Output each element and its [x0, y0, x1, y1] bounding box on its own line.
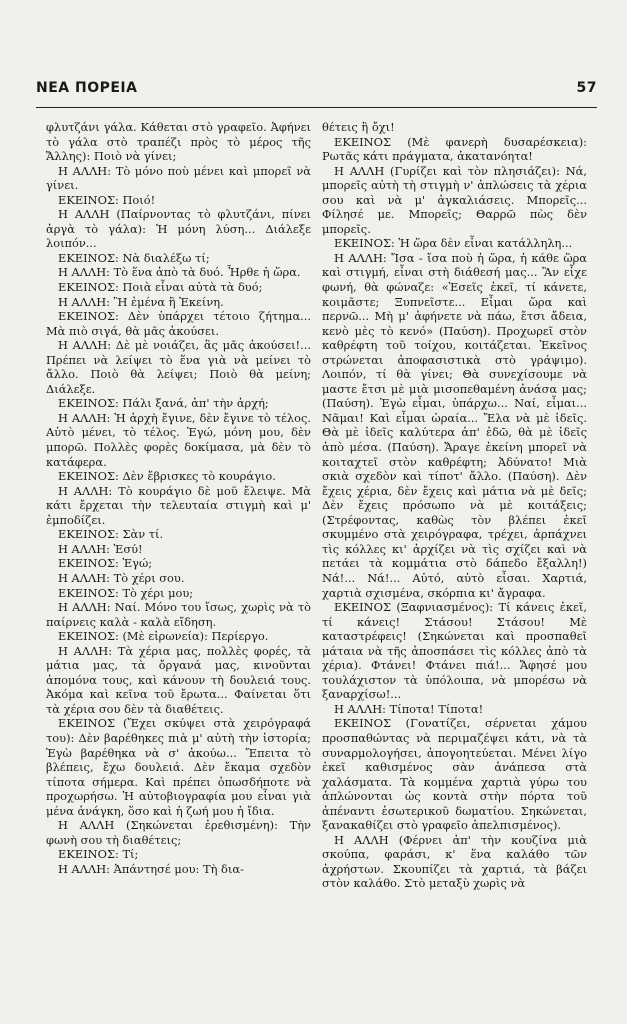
paragraph: Η ΑΛΛΗ (Σηκώνεται ἐρεθισμένη): Τὴν φωνὴ σου τὴ διαθέτεις;	[46, 818, 311, 847]
paragraph: ΕΚΕΙΝΟΣ: Σὰν τί.	[58, 527, 164, 542]
paragraph: ΕΚΕΙΝΟΣ: Δὲν ἔβρισκες τὸ κουράγιο.	[58, 469, 276, 484]
paragraph: ΕΚΕΙΝΟΣ (Ἔχει σκύψει στὰ χειρόγραφά του): Δὲν βαρέθηκες πιὰ μ' αὐτὴ τὴν ἱστορία; Ἐγὼ βαρέθηκα νὰ σ' ἀκούω... Ἔπειτα τὸ βλέπεις, ἔχω δουλειά. Δὲν ἔκαμα σχεδὸν τίποτα σήμερα. Καὶ πρέπει ὁπωσδήποτε νὰ προχωρήσω. Ἡ αὐτοβιογραφία μου εἶναι γιὰ μένα ἀνάγκη, ὅσο καὶ ἡ ζωή μου ἡ ἴδια.	[46, 716, 311, 818]
paragraph: ΕΚΕΙΝΟΣ (Γονατίζει, σέρνεται χάμου προσπαθώντας νὰ περιμαζέψει κάτι, νὰ τὰ συναρμολογήσει, ἀπογοητεύεται. Μένει λίγο ἐκεῖ καθισμένος σὰν ἀνάπεσα στὰ χαλάσματα. Τὰ κομμένα χαρτιὰ γύρω του ἁπλώνονται ὡς κοντὰ στὴν πόρτα τοῦ ἀπέναντι ἐσωτερικοῦ δωματίου. Σηκώνεται, ξανακαθίζει στὸ γραφεῖο ἀπελπισμένος).	[322, 716, 587, 833]
paragraph: Η ΑΛΛΗ: Ἡ ἀρχὴ ἔγινε, δὲν ἔγινε τὸ τέλος. Αὐτὸ μένει, τὸ τέλος. Ἐγώ, μόνη μου, δὲν μπορῶ. Πολλὲς φορὲς δοκίμασα, μὰ δὲν τὸ κατάφερα.	[46, 410, 311, 469]
paragraph: ΕΚΕΙΝΟΣ (Μὲ φανερὴ δυσαρέσκεια): Ρωτᾶς κάτι πράγματα, ἀκατανόητα!	[322, 134, 587, 164]
paragraph: Η ΑΛΛΗ: Ἢ ἐμένα ἢ Ἐκείνη.	[58, 294, 224, 309]
paragraph: Η ΑΛΛΗ: Ναί. Μόνο του ἴσως, χωρὶς νὰ τὸ παίρνεις καλὰ - καλὰ εἴδηση.	[46, 600, 311, 629]
paragraph: θέτεις ἢ ὄχι!	[322, 120, 395, 134]
paragraph: Η ΑΛΛΗ: Τὸ μόνο ποὺ μένει καὶ μπορεῖ νὰ γίνει.	[46, 163, 311, 193]
paragraph: ΕΚΕΙΝΟΣ: Ποιό!	[58, 192, 156, 207]
paragraph: Η ΑΛΛΗ: Τὰ χέρια μας, πολλὲς φορές, τὰ μάτια μας, τὰ ὄργανά μας, κινοῦνται ἀπομόνα τους, καὶ κάνουν τὴ δουλειά τους. Ἀκόμα καὶ κεῖνα τοῦ ἔρωτα... Φαίνεται ὅτι τὰ χέρια σου δὲν τὰ διαθέτεις.	[46, 643, 311, 716]
paragraph: Η ΑΛΛΗ: Τὸ χέρι σου.	[58, 570, 185, 585]
right-column	[322, 120, 587, 1015]
paragraph: ΕΚΕΙΝΟΣ: Τὸ χέρι μου;	[58, 585, 194, 600]
header-rule	[36, 107, 597, 108]
paragraph: Η ΑΛΛΗ (Παίρνοντας τὸ φλυτζάνι, πίνει ἀργὰ τὸ γάλα): Ἡ μόνη λύση... Διάλεξε λοιπόν...	[46, 207, 311, 251]
paragraph: Η ΑΛΛΗ: Τὸ ἕνα ἀπὸ τὰ δυό. Ἦρθε ἡ ὥρα.	[58, 265, 301, 280]
paragraph: Η ΑΛΛΗ (Γυρίζει καὶ τὸν πλησιάζει): Νά, μπορεῖς αὐτὴ τὴ στιγμὴ ν' ἁπλώσεις τὰ χέρια σου καὶ νὰ μ' ἀγκαλιάσεις. Μπορεῖς... Φίλησέ με. Μπορεῖς; Θαρρῶ πὼς δὲν μπορεῖς.	[322, 163, 587, 236]
paragraph: Η ΑΛΛΗ: Ἐσύ!	[58, 541, 143, 556]
paragraph: Η ΑΛΛΗ (Φέρνει ἀπ' τὴν κουζίνα μιὰ σκούπα, φαράσι, κ' ἕνα καλάθο τῶν ἀχρήστων. Σκουπίζει τὰ χαρτιά, τὰ βάζει στὸν καλάθο. Στὸ μεταξὺ χωρὶς νὰ	[322, 832, 587, 891]
paragraph: Η ΑΛΛΗ: Τὸ κουράγιο δὲ μοῦ ἔλειψε. Μὰ κάτι ἔρχεται τὴν τελευταία στιγμὴ καὶ μ' ἐμποδίζει.	[46, 483, 311, 527]
paragraph: Η ΑΛΛΗ: Ἀπάντησέ μου: Τὴ δια-	[58, 861, 244, 876]
journal-title: ΝΕΑ ΠΟΡΕΙΑ	[36, 80, 138, 96]
paragraph: Η ΑΛΛΗ: Τίποτα! Τίποτα!	[334, 701, 484, 716]
paragraph: Η ΑΛΛΗ: Δὲ μὲ νοιάζει, ἂς μᾶς ἀκούσει!... Πρέπει νὰ λείψει τὸ ἕνα γιὰ νὰ μείνει τὸ ἄλλο. Ποιὸ θὰ λείψει; Ποιὸ θὰ μείνη; Διάλεξε.	[46, 338, 311, 396]
paragraph: ΕΚΕΙΝΟΣ: Τί;	[58, 847, 139, 862]
paragraph: ΕΚΕΙΝΟΣ (Ξαφνιασμένος): Τί κάνεις ἐκεῖ, τί κάνεις! Στάσου! Στάσου! Μὲ καταστρέφεις! (Σηκώνεται καὶ προσπαθεῖ μάταια νὰ τῆς ἀποσπάσει τὶς κόλλες ἀπὸ τὰ χέρια). Φτάνει! Φτάνει πιά!... Ἄφησέ μου τουλάχιστον τὰ ὑπόλοιπα, νὰ μπορέσω νὰ ξαναρχίσω!...	[322, 600, 587, 702]
paragraph: ΕΚΕΙΝΟΣ: Δὲν ὑπάρχει τέτοιο ζήτημα... Μὰ πιὸ σιγά, θὰ μᾶς ἀκούσει.	[46, 309, 311, 338]
paragraph: ΕΚΕΙΝΟΣ: Ποιὰ εἶναι αὐτὰ τὰ δυό;	[58, 280, 263, 295]
page-number: 57	[576, 80, 597, 96]
paragraph: ΕΚΕΙΝΟΣ: Νὰ διαλέξω τί;	[58, 250, 210, 265]
running-header	[36, 80, 597, 102]
left-column	[46, 120, 311, 1015]
paragraph: ΕΚΕΙΝΟΣ: (Μὲ εἰρωνεία): Περίεργο.	[58, 629, 269, 644]
paragraph: ΕΚΕΙΝΟΣ: Ἐγώ;	[58, 556, 153, 571]
paragraph: ΕΚΕΙΝΟΣ: Ἡ ὥρα δὲν εἶναι κατάλληλη...	[334, 236, 573, 251]
paragraph: ΕΚΕΙΝΟΣ: Πάλι ξανά, ἀπ' τὴν ἀρχή;	[58, 396, 269, 411]
paragraph: Η ΑΛΛΗ: Ἴσα - ἴσα ποὺ ἡ ὥρα, ἡ κάθε ὥρα καὶ στιγμή, εἶναι στὴ διάθεσή μας... Ἂν εἶχε φωνή, θὰ φώναζε: «Ἐσεῖς ἐκεῖ, τί κάνετε, κοιμᾶστε; Ξυπνεῖστε... Εἶμαι ὥρα καὶ περνῶ... Μὴ μ' ἀφήνετε νὰ πάω, ἔτσι ἄδεια, κενὸ μὲς τὸ κενό» (Παύση). Προχωρεῖ στὸν καθρέφτη τοῦ τοίχου, κοιτάζεται. Ἐκεῖνος στρώνεται ἀποφασιστικὰ στὸ γράψιμο). Λοιπόν, τί θὰ γίνει; Θὰ συνεχίσουμε νὰ μαστε ἔτσι μὲ μιὰ μισοπεθαμένη ἀνάσα μας; (Παύση). Ἐγὼ εἶμαι, ὑπάρχω... Ναί, εἶμαι... Νᾶμαι! Καὶ εἶμαι ὡραία... Ἔλα νὰ μὲ ἰδεῖς. Θὰ μὲ ἰδεῖς καλύτερα ἀπ' ἐδῶ, θὰ μὲ ἰδεῖς ἀπὸ μέσα. (Παύση). Ἄραγε ἐκείνη μπορεῖ νὰ κοιταχτεῖ στὸν καθρέφτη; Ἀδύνατο! Μιὰ σκιὰ σχεδὸν καὶ τίποτ' ἄλλο. (Παύση). Δὲν ἔχεις χέρια, δὲν ἔχεις καὶ μάτια νὰ μὲ δεῖς; Δὲν ἔχεις πρόσωπο νὰ μὲ κοιτάξεις; (Στρέφοντας, καθὼς τὸν βλέπει ἐκεῖ σκυμμένο στὰ χειρόγραφα, τρέχει, ἁρπάχνει τὶς κόλλες κι' ἀρχίζει νὰ τὶς σχίζει καὶ νὰ πετάει τὰ κομμάτια στὸ δάπεδο ἔξαλλη!) Νά!... Νά!... Αὐτό, αὐτὸ εἶσαι. Χαρτιά, χαρτιὰ σχισμένα, σκόρπια κι' ἄγραφα.	[322, 250, 587, 600]
paragraph: φλυτζάνι γάλα. Κάθεται στὸ γραφεῖο. Ἀφήνει τὸ γάλα στὸ τραπέζι πρὸς τὸ μέρος τῆς Ἄλλης): Ποιὸ νὰ γίνει;	[46, 120, 311, 164]
